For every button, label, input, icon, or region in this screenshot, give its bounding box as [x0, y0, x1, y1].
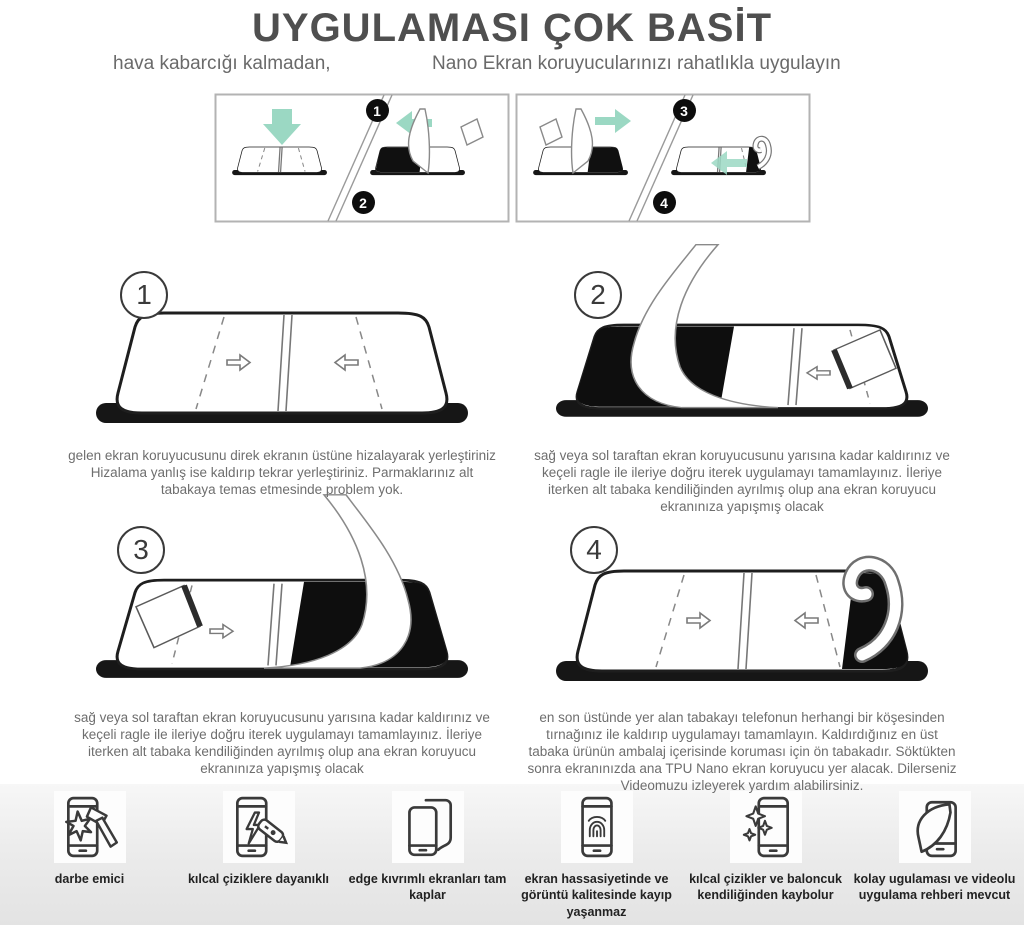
feature-impact-label: darbe emici: [54, 872, 125, 886]
feature-sensitivity-label: ekran hassasiyetinde ve görüntü kalitesinde kayıp yaşanmaz: [521, 872, 672, 919]
feature-edge-coverage-label: edge kıvrımlı ekranları tam kaplar: [348, 872, 507, 903]
step-3-section: [56, 495, 508, 785]
features-strip: [0, 784, 1024, 925]
film-peel-icon: [899, 791, 971, 863]
subtitle-right: Nano Ekran koruyucularınızı rahatlıkla uygulayın: [432, 53, 841, 74]
quick-step-badge-2: 2: [352, 191, 375, 214]
step-2-section: [516, 237, 968, 514]
edge-coverage-icon: [392, 791, 464, 863]
step-3-number: 3: [117, 526, 165, 574]
step-1-section: [56, 237, 508, 495]
feature-scratch-resistant-label: kılcal çiziklere dayanıklı: [187, 872, 330, 886]
feature-easy-apply-label: kolay ugulaması ve videolu uygulama rehberi mevcut: [853, 872, 1016, 903]
quick-step-badge-3: 3: [673, 99, 696, 122]
sparkle-heal-icon: [730, 791, 802, 863]
step-3-text: sağ veya sol taraftan ekran koruyucusunu yarısına kadar kaldırınız ve keçeli ragle ile ileriye doğru iterek uygulamayı tamamlayınız. İleriye iterken alt tabaka kendiliğinden ayrılmış olup ana ekran koruyucu ekranınıza yapışmış olacak: [74, 709, 490, 776]
step-4-text: en son üstünde yer alan tabakayı telefonun herhangi bir köşesinden tırnağınız ile kaldırıp uygulamayı tamamlayın. Kaldırdığınız en üst tabaka ürünün ambalaj içerisinde koruması için ön tabakadır. Söktükten sonra ekranınızda ana TPU Nano ekran koruyucu yer alacak. Dilerseniz Videomuzu izleyerek yardım alabilirsiniz.: [527, 709, 957, 794]
feature-self-healing: [684, 784, 847, 904]
feature-impact: [8, 784, 171, 887]
step-4-number: 4: [570, 526, 618, 574]
step-2-text: sağ veya sol taraftan ekran koruyucusunu yarısına kadar kaldırınız ve keçeli ragle ile ileriye doğru iterek uygulamayı tamamlayınız. İleriye iterken alt tabaka kendiliğinden ayrılmış olup ana ekran koruyucu ekranınıza yapışmış olacak: [534, 447, 950, 514]
feature-self-healing-label: kılcal çizikler ve baloncuk kendiliğinden kaybolur: [689, 872, 842, 903]
feature-easy-apply: [853, 784, 1016, 904]
step-4-section: [516, 495, 968, 794]
step-1-text: gelen ekran koruyucusunu direk ekranın üstüne hizalayarak yerleştiriniz Hizalama yanlış ise kaldırıp tekrar yerleştiriniz. Parmaklarınız alt tabakaya temas etmesinde problem yok.: [68, 447, 496, 497]
feature-sensitivity: [515, 784, 678, 920]
quick-steps-strip: [0, 93, 1024, 223]
quick-steps-panel-1: [214, 93, 510, 223]
feature-scratch-resistant: [177, 784, 340, 887]
fingerprint-icon: [561, 791, 633, 863]
cutter-scratch-icon: [223, 791, 295, 863]
step-1-number: 1: [120, 271, 168, 319]
step-3-illustration: [72, 493, 492, 693]
feature-edge-coverage: [346, 784, 509, 904]
quick-step-badge-1: 1: [366, 99, 389, 122]
steps-grid: [0, 237, 1024, 794]
hammer-impact-icon: [54, 791, 126, 863]
subtitle-row: [0, 53, 1024, 83]
step-2-number: 2: [574, 271, 622, 319]
quick-steps-panel-2: [515, 93, 811, 223]
subtitle-left: hava kabarcığı kalmadan,: [113, 53, 331, 74]
quick-step-badge-4: 4: [653, 191, 676, 214]
page-title: UYGULAMASI ÇOK BASİT: [252, 6, 772, 50]
